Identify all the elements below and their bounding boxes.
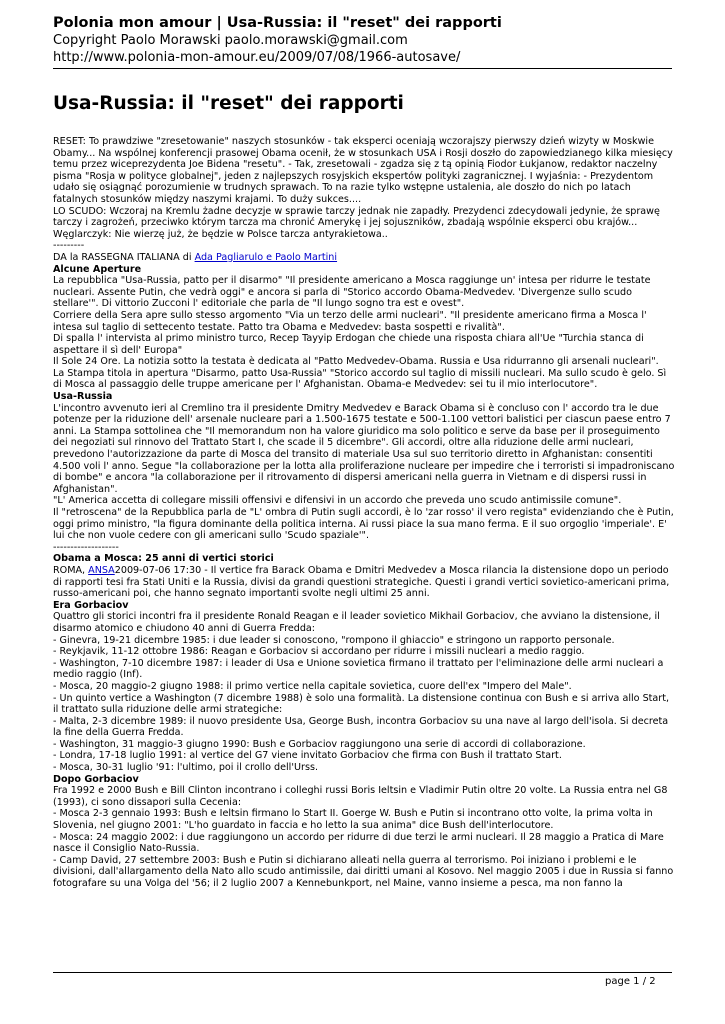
paragraph-reset: RESET: To prawdziwe "zresetowanie" naszych stosunków - tak eksperci oceniają wczorajszy pierwszy dzień wizyty w Moskwie Obamy... Na wspólnej konferencji prasowej Obama ocenił, że w stosunkach USA i Rosji doszło do zapowiedzianego kilka miesięcy temu przez wiceprezydenta Joe Bidena "resetu". - Tak, zresetowali - zgadza się z tą opinią Fiodor Łukjanow, redaktor naczelny pisma "Rosja w polityce globalnej", jeden z najlepszych rosyjskich ekspertów polityki zagranicznej. I wyjaśnia: - Prezydentom udało się osiągnąć porozumienie w trudnych sprawach. To na razie tylko wstępne ustalenia, ale doszło do nich po latach fatalnych stosunków między naszymi krajami. To duży sukces.... xyxy=(53,136,673,205)
list-item: - Washington, 31 maggio-3 giugno 1990: Bush e Gorbaciov raggiungono una serie di accordi di collaborazione. xyxy=(53,738,586,750)
ansa-link[interactable]: ANSA xyxy=(88,564,115,576)
paragraph-roma xyxy=(53,565,675,600)
list-item: - Washington, 7-10 dicembre 1987: i leader di Usa e Unione sovietica firmano il trattato per l'eliminazione delle armi nucleari a medio raggio (Inf). xyxy=(53,657,664,681)
footer-divider xyxy=(53,972,672,973)
page-number: page 1 / 2 xyxy=(605,976,656,987)
paragraph-spalla: Di spalla l' intervista al primo ministro turco, Recep Tayyip Erdogan che chiede una risposta chiara all'Ue "Turchia stanca di aspettare il sì dell' Europa" xyxy=(53,333,644,356)
paragraph-corriere: Corriere della Sera apre sullo stesso argomento "Via un terzo delle armi nucleari". "Il presidente americano firma a Mosca l' intesa sul taglio di settecento testate. Patto tra Obama e Medvedev: basta sospetti e rivalità". xyxy=(53,309,647,333)
separator: ------------------- xyxy=(53,541,119,553)
article-title: Usa-Russia: il "reset" dei rapporti xyxy=(53,93,404,114)
heading-dopo-gorbaciov: Dopo Gorbaciov xyxy=(53,773,139,785)
paragraph-fra: Fra 1992 e 2000 Bush e Bill Clinton incontrano i colleghi russi Boris Ieltsin e Vladimir Putin oltre 20 volte. La Russia entra nel G8 (1993), ci sono dissapori sulla Cecenia: xyxy=(53,785,668,808)
rassegna-line xyxy=(53,252,675,264)
separator: --------- xyxy=(53,240,85,252)
list-item: - Un quinto vertice a Washington (7 dicembre 1988) è solo una formalità. La distensione continua con Bush e si arriva allo Start, il trattato sulla riduzione delle armi strategiche: xyxy=(53,692,670,716)
header-copyright: Copyright Paolo Morawski paolo.morawski@gmail.com xyxy=(53,33,408,48)
paragraph-quattro: Quattro gli storici incontri fra il presidente Ronald Reagan e il leader sovietico Mikhail Gorbaciov, che avviano la distensione, il disarmo atomico e chiudono 40 anni di Guerra Fredda: xyxy=(53,611,660,634)
list-item: - Mosca, 20 maggio-2 giugno 1988: il primo vertice nella capitale sovietica, cuore dell'ex "Impero del Male". xyxy=(53,680,572,692)
rassegna-prefix: DA la RASSEGNA ITALIANA di xyxy=(53,251,195,263)
roma-prefix: ROMA, xyxy=(53,564,89,576)
list-item: - Malta, 2-3 dicembre 1989: il nuovo presidente Usa, George Bush, incontra Gorbaciov su una nave al largo dell'isola. Si decreta la fine della Guerra Fredda. xyxy=(53,715,669,739)
list-item: - Ginevra, 19-21 dicembre 1985: i due leader si conoscono, "rompono il ghiaccio" e stringono un rapporto personale. xyxy=(53,634,615,646)
article-body xyxy=(53,136,675,890)
rassegna-authors-link[interactable]: Ada Pagliarulo e Paolo Martini xyxy=(194,251,338,263)
heading-era-gorbaciov: Era Gorbaciov xyxy=(53,599,129,611)
paragraph-scudo: LO SCUDO: Wczoraj na Kremlu żadne decyzje w sprawie tarczy jednak nie zapadły. Prezydenci zdecydowali jedynie, że sprawę tarczy i zagrożeń, przeciwko którym tarcza ma chronić Amerykę i jej sojuszników, zbadają wspólnie eksperci obu krajów... Węglarczyk: Nie wierzę już, że będzie w Polsce tarcza antyrakietowa.. xyxy=(53,205,660,240)
list-item: - Mosca, 30-31 luglio '91: l'ultimo, poi il crollo dell'Urss. xyxy=(53,762,318,774)
roma-text: 2009-07-06 17:30 - Il vertice fra Barack Obama e Dmitri Medvedev a Mosca rilancia la distensione dopo un periodo di rapporti tesi fra Stati Uniti e la Russia, divisi da grandi questioni strategiche. Questi i grandi vertici sovietico-americani prima, russo-americani poi, che hanno segnato importanti svolte negli ultimi 25 anni. xyxy=(53,564,670,600)
list-item: - Camp David, 27 settembre 2003: Bush e Putin si dichiarano alleati nella guerra al terrorismo. Poi iniziano i problemi e le divisioni, dall'allargamento della Nato allo scudo antimissile, dai diritti umani al Kosovo. Nel maggio 2005 i due in Russia si fanno fotografare su una Volga del '56; il 2 luglio 2007 a Kennebunkport, nel Maine, vanno insieme a pesca, ma non fanno la xyxy=(53,854,674,889)
list-item: - Londra, 17-18 luglio 1991: al vertice del G7 viene invitato Gorbaciov che firma con Bush il trattato Start. xyxy=(53,750,562,762)
paragraph-repubblica: La repubblica "Usa-Russia, patto per il disarmo" "Il presidente americano a Mosca raggiunge un' intesa per ridurre le testate nucleari. Assente Putin, che vedrà oggi" e ancora si parla di "Storico accordo Obama-Medvedev. 'Divergenze sullo scudo stellare'". Di vittorio Zucconi l' editoriale che parla de "Il lungo sogno tra est e ovest". xyxy=(53,275,651,310)
paragraph-retroscena: Il "retroscena" de la Repubblica parla de "L' ombra di Putin sugli accordi, è lo 'zar rosso' il vero regista" evidenziando che è Putin, oggi primo ministro, "la figura dominante della politica interna. Ai russi piace la sua mano ferma. E il suo orgoglio 'imperiale'. E' lui che non vuole cedere con gli americani sullo 'Scudo spaziale'". xyxy=(53,507,674,542)
heading-aperture: Alcune Aperture xyxy=(53,263,142,275)
heading-obama-mosca: Obama a Mosca: 25 anni di vertici storici xyxy=(53,553,274,565)
page-header xyxy=(53,15,673,66)
header-title: Polonia mon amour | Usa-Russia: il "reset" dei rapporti xyxy=(53,15,502,31)
list-item: - Mosca: 24 maggio 2002: i due raggiungono un accordo per ridurre di due terzi le armi nucleari. Il 28 maggio a Pratica di Mare nasce il Consiglio Nato-Russia. xyxy=(53,831,664,855)
list-item: - Mosca 2-3 gennaio 1993: Bush e Ieltsin firmano lo Start II. Goerge W. Bush e Putin si incontrano otto volte, la prima volta in Slovenia, nel giugno 2001: "L'ho guardato in faccia e ho letto la sua anima" dice Bush dell'interlocutore. xyxy=(53,808,653,832)
header-url[interactable]: http://www.polonia-mon-amour.eu/2009/07/08/1966-autosave/ xyxy=(53,50,461,65)
paragraph-america: "L' America accetta di collegare missili offensivi e difensivi in un accordo che preveda uno scudo antimissile comune". xyxy=(53,495,622,507)
header-divider xyxy=(53,68,672,69)
paragraph-incontro: L'incontro avvenuto ieri al Cremlino tra il presidente Dmitry Medvedev e Barack Obama si è concluso con l' accordo tra le due potenze per la riduzione dell' arsenale nucleare pari a 1.500-1675 testate e 500-1.100 vettori balistici per ciascun paese entro 7 anni. La Stampa sottolinea che "Il memorandum non ha valore giuridico ma solo politico e serve da base per il proseguimento dei negoziati sul rinnovo del Trattato Start I, che scade il 5 dicembre". Gli accordi, oltre alla riduzione delle armi nucleari, prevedono l'autorizzazione da parte di Mosca del transito di materiale Usa sul suo territorio diretto in Afghanistan: consentiti 4.500 voli l' anno. Segue "la collaborazione per la lotta alla proliferazione nucleare per impedire che i terroristi si impadroniscano di bombe" e ancora "la collaborazione per il ritrovamento di dispersi americani nella guerra in Vietnam e di dispersi russi in Afghanistan". xyxy=(53,402,675,495)
paragraph-sole: Il Sole 24 Ore. La notizia sotto la testata è dedicata al "Patto Medvedev-Obama. Russia e Usa ridurranno gli arsenali nucleari". xyxy=(53,356,659,368)
paragraph-stampa: La Stampa titola in apertura "Disarmo, patto Usa-Russia" "Storico accordo sul taglio di missili nucleari. Ma sullo scudo è gelo. Sì di Mosca al passaggio delle truppe americane per l' Afghanistan. Obama-e Medvedev: sei tu il mio interlocutore". xyxy=(53,367,667,391)
list-item: - Reykjavik, 11-12 ottobre 1986: Reagan e Gorbaciov si accordano per ridurre i missili nucleari a medio raggio. xyxy=(53,646,585,658)
heading-usa-russia: Usa-Russia xyxy=(53,391,113,403)
